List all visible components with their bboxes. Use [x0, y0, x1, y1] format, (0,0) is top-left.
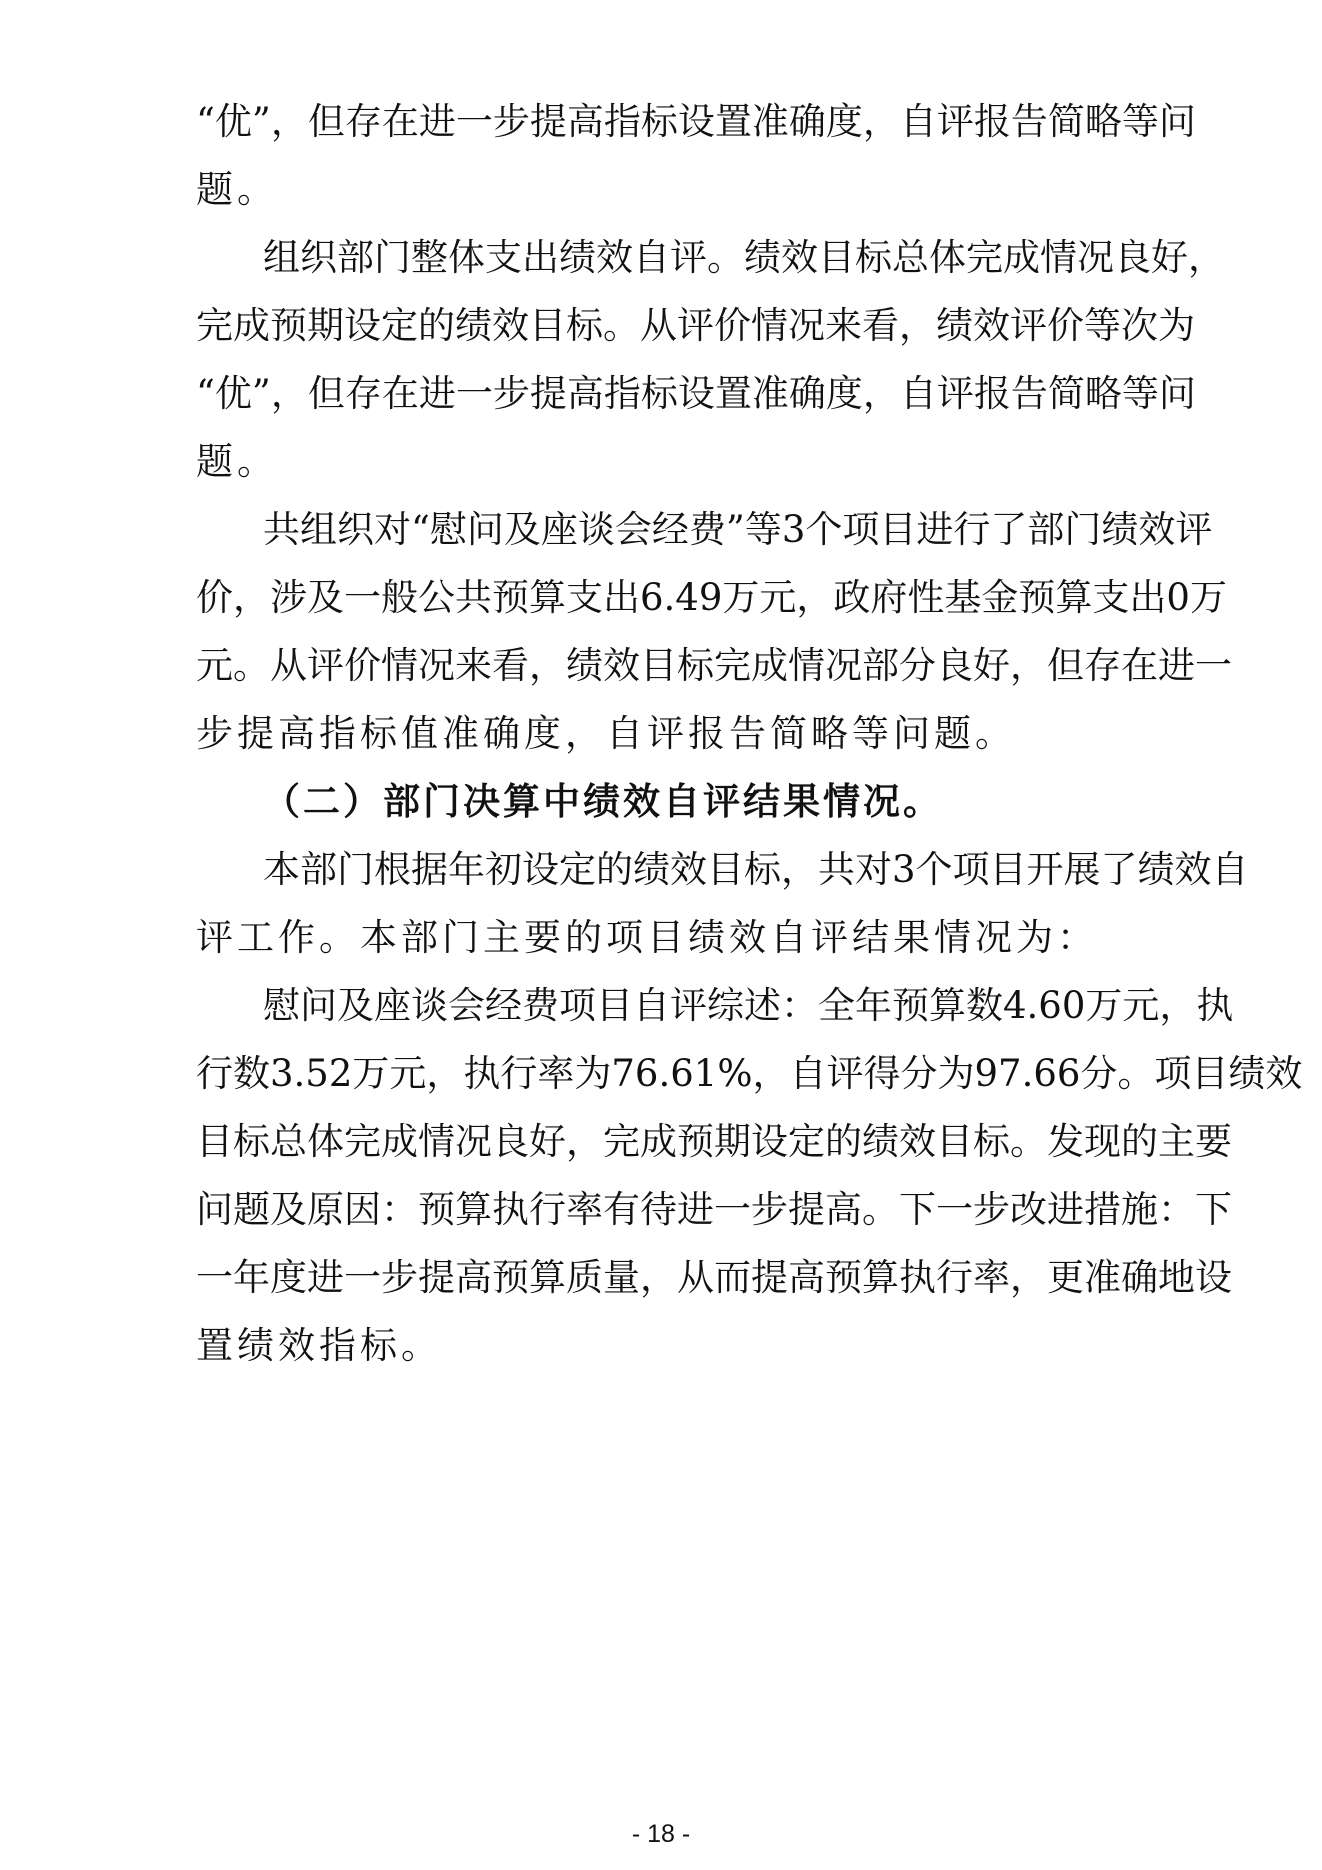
text-line: 组 织 部 门 整 体 支 出 绩 效 自 评 。 绩 效 目 标 总 体 完 成 情 况 良 好 ，	[263, 236, 1225, 279]
text-line: 置绩效指标。	[196, 1324, 442, 1367]
text-line: 问 题 及 原 因 ： 预 算 执 行 率 有 待 进 一 步 提 高 。 下 一 步 改 进 措 施 ： 下	[196, 1188, 1232, 1231]
page-number: - 18 -	[631, 1820, 691, 1848]
text-line: 完 成 预 期 设 定 的 绩 效 目 标 。 从 评 价 情 况 来 看 ， 绩 效 评 价 等 次 为	[196, 304, 1195, 347]
text-line: 评工作。本部门主要的项目绩效自评结果情况为：	[196, 916, 1098, 959]
text-line: 价 ， 涉 及 一 般 公 共 预 算 支 出 6.49 万 元 ， 政 府 性 基 金 预 算 支 出 0 万	[196, 576, 1227, 619]
text-line: 行 数 3.52 万 元 ， 执 行 率 为 76.61% ， 自 评 得 分 为 97.66 分 。 项 目 绩 效	[196, 1052, 1303, 1095]
text-line: “ 优 ” ， 但 存 在 进 一 步 提 高 指 标 设 置 准 确 度 ， 自 评 报 告 简 略 等 问	[196, 100, 1196, 143]
document-body	[196, 88, 1303, 1380]
text-line: 题。	[196, 440, 278, 483]
text-line: 元 。 从 评 价 情 况 来 看 ， 绩 效 目 标 完 成 情 况 部 分 良 好 ， 但 存 在 进 一	[196, 644, 1232, 687]
text-line: 题。	[196, 168, 278, 211]
text-line: 共 组 织 对 “ 慰 问 及 座 谈 会 经 费 ” 等 3 个 项 目 进 行 了 部 门 绩 效 评	[263, 508, 1213, 551]
text-line: 一 年 度 进 一 步 提 高 预 算 质 量 ， 从 而 提 高 预 算 执 行 率 ， 更 准 确 地 设	[196, 1256, 1232, 1299]
text-line: 目 标 总 体 完 成 情 况 良 好 ， 完 成 预 期 设 定 的 绩 效 目 标 。 发 现 的 主 要	[196, 1120, 1232, 1163]
section-heading: （二）部门决算中绩效自评结果情况。	[263, 780, 943, 823]
text-line: “ 优 ” ， 但 存 在 进 一 步 提 高 指 标 设 置 准 确 度 ， 自 评 报 告 简 略 等 问	[196, 372, 1196, 415]
text-line: 步提高指标值准确度，自评报告简略等问题。	[196, 712, 1016, 755]
text-line: 慰 问 及 座 谈 会 经 费 项 目 自 评 综 述 ： 全 年 预 算 数 4.60 万 元 ， 执	[263, 984, 1234, 1027]
text-line: 本 部 门 根 据 年 初 设 定 的 绩 效 目 标 ， 共 对 3 个 项 目 开 展 了 绩 效 自	[263, 848, 1249, 891]
